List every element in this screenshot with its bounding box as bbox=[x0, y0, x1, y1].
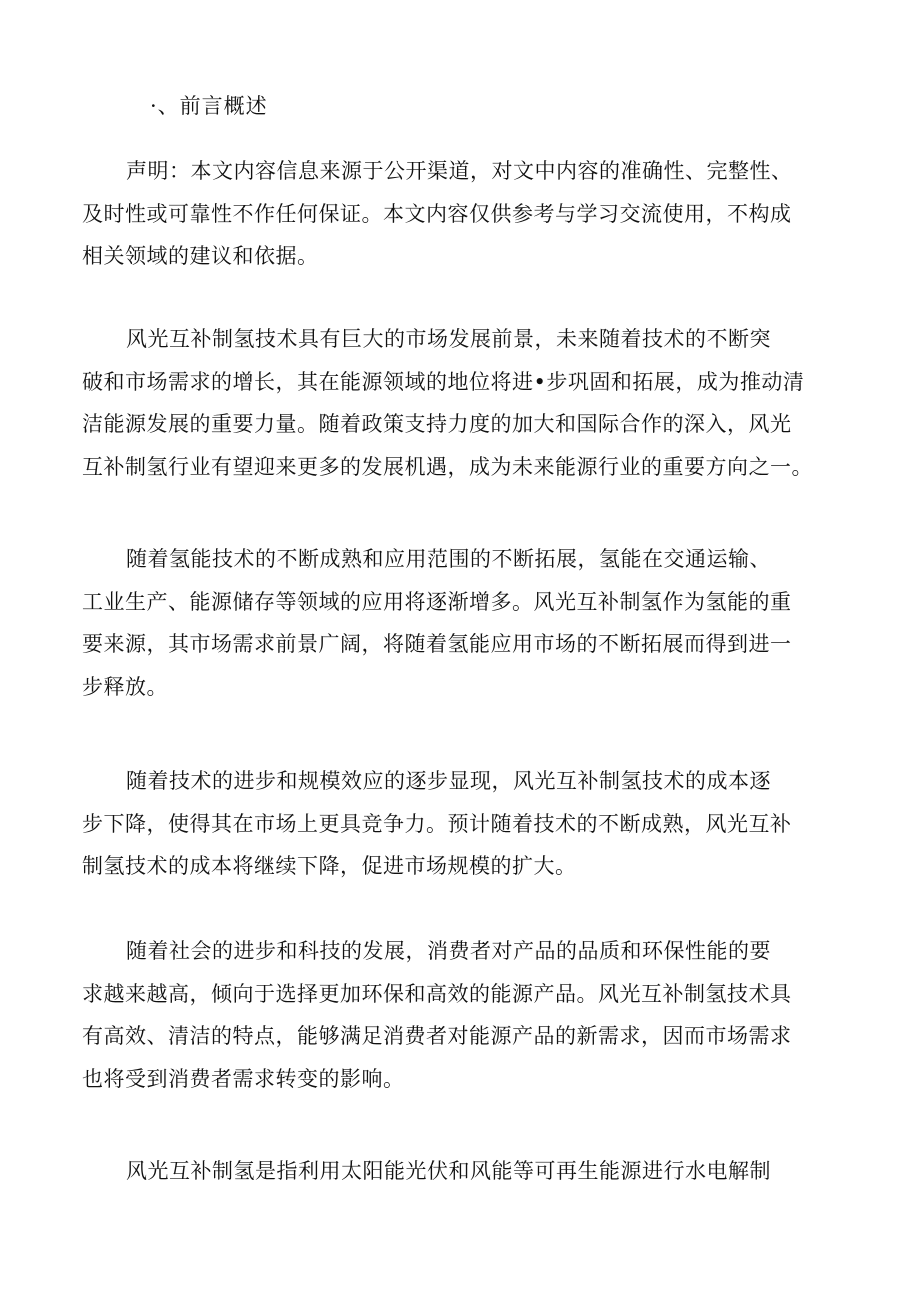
paragraph-line: 风光互补制氢是指利用太阳能光伏和风能等可再生能源进行水电解制 bbox=[126, 1159, 771, 1183]
paragraph-line: 工业生产、能源储存等领域的应用将逐渐增多。风光互补制氢作为氢能的重 bbox=[82, 589, 792, 614]
paragraph-line: 随着社会的进步和科技的发展，消费者对产品的品质和环保性能的要 bbox=[126, 939, 771, 963]
paragraph-line: 步下降，使得其在市场上更具竞争力。预计随着技术的不断成熟，风光互补 bbox=[82, 811, 792, 836]
paragraph-line: 制氢技术的成本将继续下降，促进市场规模的扩大。 bbox=[82, 854, 577, 878]
paragraph-line: 相关领域的建议和依据。 bbox=[82, 244, 319, 268]
section-heading: ·、前言概述 bbox=[150, 94, 268, 118]
paragraph-line: 要来源，其市场需求前景广阔，将随着氢能应用市场的不断拓展而得到进一 bbox=[82, 632, 792, 656]
paragraph-definition bbox=[82, 1150, 842, 1193]
paragraph-line: 互补制氢行业有望迎来更多的发展机遇，成为未来能源行业的重要方向之一。 bbox=[82, 454, 813, 479]
paragraph-line: 求越来越高，倾向于选择更加环保和高效的能源产品。风光互补制氢技术具 bbox=[82, 981, 792, 1006]
paragraph-consumer-demand bbox=[82, 930, 842, 1100]
paragraph-line: 风光互补制氢技术具有巨大的市场发展前景，未来随着技术的不断突 bbox=[126, 327, 771, 351]
paragraph-line: 洁能源发展的重要力量。随着政策支持力度的加大和国际合作的深入，风光 bbox=[82, 412, 792, 436]
paragraph-line: 随着氢能技术的不断成熟和应用范围的不断拓展，氢能在交通运输、 bbox=[126, 547, 771, 571]
paragraph-market-prospect bbox=[82, 318, 842, 488]
paragraph-line: 声明：本文内容信息来源于公开渠道，对文中内容的准确性、完整性、 bbox=[126, 159, 793, 183]
paragraph-line: 破和市场需求的增长，其在能源领域的地位将进•步巩固和拓展，成为推动清 bbox=[82, 369, 805, 394]
paragraph-hydrogen-applications bbox=[82, 538, 842, 708]
paragraph-line: 及时性或可靠性不作任何保证。本文内容仅供参考与学习交流使用，不构成 bbox=[82, 201, 792, 226]
paragraph-cost-reduction bbox=[82, 760, 842, 888]
paragraph-line: 步释放。 bbox=[82, 674, 168, 699]
paragraph-line: 随着技术的进步和规模效应的逐步显现，风光互补制氢技术的成本逐 bbox=[126, 769, 771, 793]
paragraph-disclaimer bbox=[82, 150, 842, 278]
paragraph-line: 也将受到消费者需求转变的影响。 bbox=[82, 1066, 405, 1091]
paragraph-line: 有高效、清洁的特点，能够满足消费者对能源产品的新需求，因而市场需求 bbox=[82, 1024, 792, 1048]
